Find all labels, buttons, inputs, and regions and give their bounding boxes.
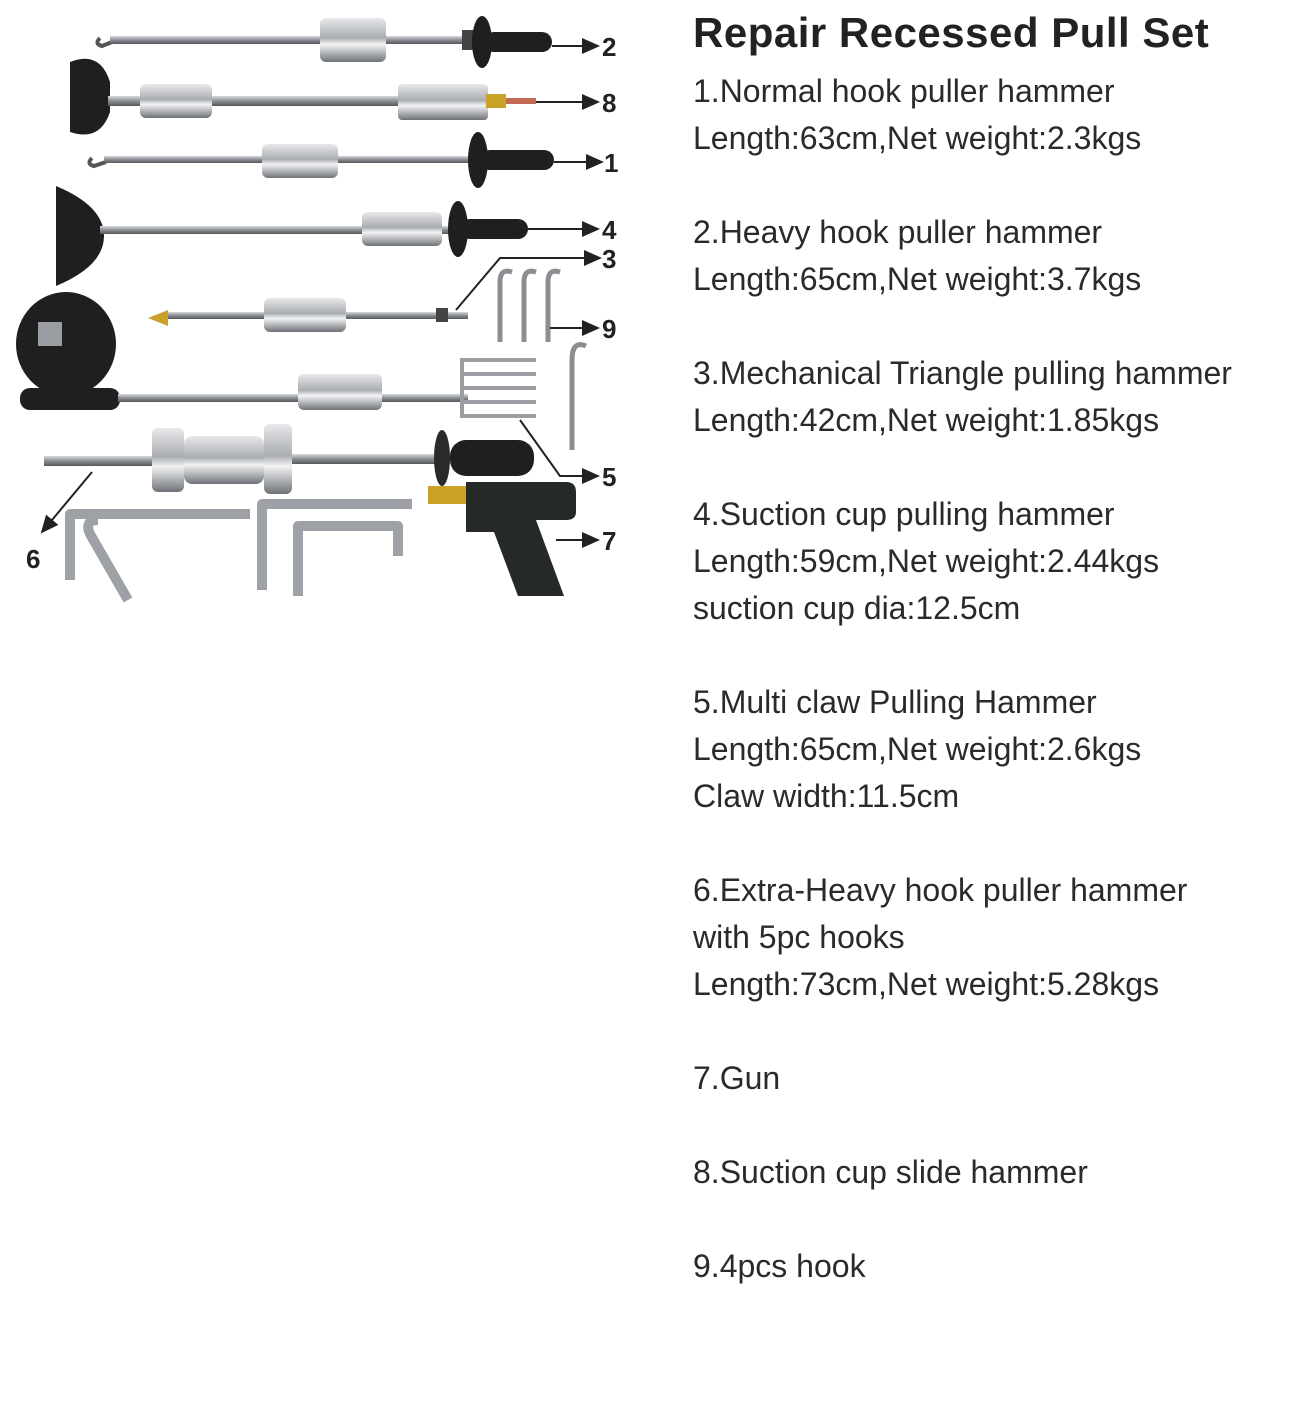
callout-4 xyxy=(528,215,617,245)
item-line: with 5pc hooks xyxy=(693,919,905,955)
item-mechanical-triangle-hammer xyxy=(693,350,1298,444)
callout-5 xyxy=(520,420,616,492)
item-line: 7.Gun xyxy=(693,1060,781,1096)
svg-text:2: 2 xyxy=(602,32,617,62)
tool-suction-cup-slide-hammer xyxy=(70,59,536,135)
svg-text:3: 3 xyxy=(602,244,617,274)
svg-text:5: 5 xyxy=(602,462,617,492)
svg-text:4: 4 xyxy=(602,215,617,245)
tool-mechanical-triangle-hammer xyxy=(148,298,468,332)
tool-set-illustration xyxy=(0,0,680,640)
callout-1 xyxy=(554,148,618,178)
item-heavy-hook-puller xyxy=(693,209,1298,303)
item-line: suction cup dia:12.5cm xyxy=(693,590,1021,626)
item-line: 5.Multi claw Pulling Hammer xyxy=(693,684,1097,720)
item-line: Length:65cm,Net weight:3.7kgs xyxy=(693,261,1142,297)
tool-normal-hook-puller xyxy=(89,132,554,188)
svg-text:6: 6 xyxy=(26,544,41,574)
item-gun xyxy=(693,1055,1298,1102)
item-line: Length:42cm,Net weight:1.85kgs xyxy=(693,402,1160,438)
item-suction-cup-pulling-hammer xyxy=(693,491,1298,632)
item-suction-cup-slide-hammer xyxy=(693,1149,1298,1196)
item-normal-hook-puller xyxy=(693,68,1298,162)
svg-text:7: 7 xyxy=(602,526,617,556)
item-line: 3.Mechanical Triangle pulling hammer xyxy=(693,355,1232,391)
callout-8 xyxy=(536,88,616,118)
tool-brackets xyxy=(70,504,412,600)
tool-heavy-hook-puller xyxy=(97,16,552,68)
item-extra-heavy-hook-puller xyxy=(693,867,1298,1008)
page-title: Repair Recessed Pull Set xyxy=(693,9,1210,56)
spec-list-panel xyxy=(693,8,1298,1290)
tool-spot-gun xyxy=(428,482,576,596)
item-line: 4.Suction cup pulling hammer xyxy=(693,496,1115,532)
tool-extra-heavy-hook-puller xyxy=(44,424,534,494)
item-line: 2.Heavy hook puller hammer xyxy=(693,214,1103,250)
item-line: 9.4pcs hook xyxy=(693,1248,866,1284)
item-line: Length:63cm,Net weight:2.3kgs xyxy=(693,120,1142,156)
tool-suction-cup-pulling-hammer xyxy=(56,186,528,286)
item-hooks xyxy=(693,1243,1298,1290)
item-line: Claw width:11.5cm xyxy=(693,778,960,814)
callout-2 xyxy=(552,32,616,62)
svg-text:1: 1 xyxy=(604,148,619,178)
item-line: Length:65cm,Net weight:2.6kgs xyxy=(693,731,1142,767)
item-line: 8.Suction cup slide hammer xyxy=(693,1154,1088,1190)
item-line: Length:73cm,Net weight:5.28kgs xyxy=(693,966,1160,1002)
callout-7 xyxy=(556,526,616,556)
callout-6 xyxy=(26,472,92,574)
callout-9 xyxy=(550,314,616,344)
item-line: Length:59cm,Net weight:2.44kgs xyxy=(693,543,1160,579)
svg-text:9: 9 xyxy=(602,314,617,344)
callout-3 xyxy=(456,244,616,310)
svg-text:8: 8 xyxy=(602,88,617,118)
item-line: 1.Normal hook puller hammer xyxy=(693,73,1115,109)
item-multi-claw-hammer xyxy=(693,679,1298,820)
item-line: 6.Extra-Heavy hook puller hammer xyxy=(693,872,1188,908)
